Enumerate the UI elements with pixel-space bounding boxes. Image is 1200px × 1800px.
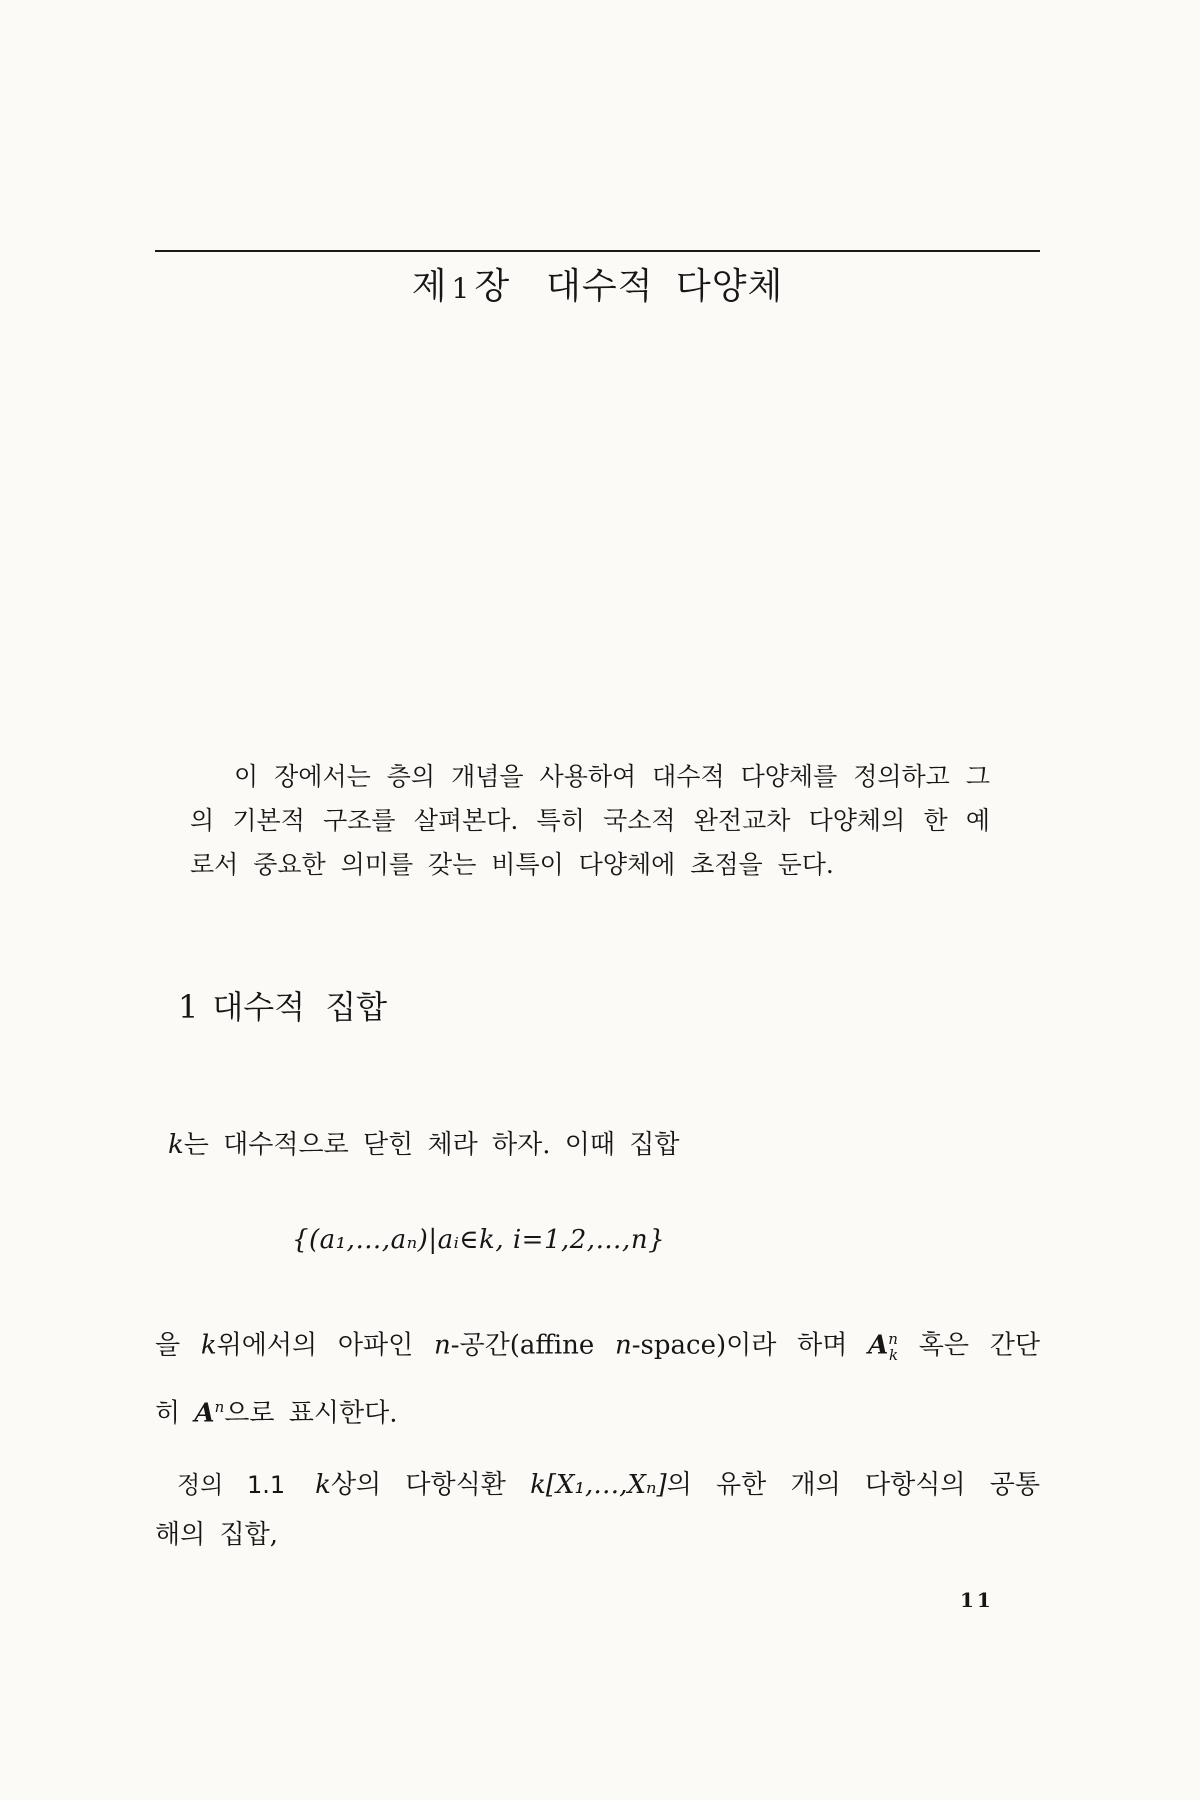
definition-line: 정의 1.1 k상의 다항식환 k[X₁,…,Xₙ]의 유한 개의 다항식의 공통	[155, 1460, 1040, 1510]
paragraph	[155, 1313, 1040, 1440]
math-var: k	[168, 1130, 184, 1160]
section-number: 1	[178, 988, 199, 1026]
intro-line: 의 기본적 구조를 살펴본다. 특히 국소적 완전교차 다양체의 한 예	[190, 806, 990, 835]
intro-line: 로서 중요한 의미를 갖는 비특이 다양체에 초점을 둔다.	[190, 850, 834, 879]
chapter-label: 제 1 장	[411, 266, 511, 307]
section-title: 대수적 집합	[212, 988, 388, 1026]
paragraph	[168, 1125, 1038, 1165]
paragraph-line: 히 $A^n$으로 표시한다.	[155, 1397, 398, 1429]
definition-label: 정의 1.1	[177, 1471, 286, 1499]
definition	[155, 1460, 1040, 1560]
paragraph-line: 을 k위에서의 아파인 n-공간(affine n-space)이라 하며 $A^n_k$ 혹은 간단	[155, 1330, 1040, 1364]
set-formula: {(a₁,…,aₙ)|aᵢ∈k, i=1,2,…,n}	[292, 1225, 666, 1255]
polynomial-ring: k[X₁,…,Xₙ]	[530, 1470, 667, 1500]
page-number: 11	[960, 1588, 994, 1612]
chapter-title	[155, 262, 1040, 314]
chapter-rule	[155, 250, 1040, 252]
section-heading	[178, 985, 387, 1029]
chapter-intro	[190, 755, 990, 887]
intro-line: 이 장에서는 층의 개념을 사용하여 대수적 다양체를 정의하고 그	[234, 762, 990, 791]
paragraph-text: 는 대수적으로 닫힌 체라 하자. 이때 집합	[183, 1130, 680, 1160]
chapter-name: 대수적 다양체	[546, 266, 784, 307]
definition-line: 해의 집합,	[155, 1520, 278, 1550]
